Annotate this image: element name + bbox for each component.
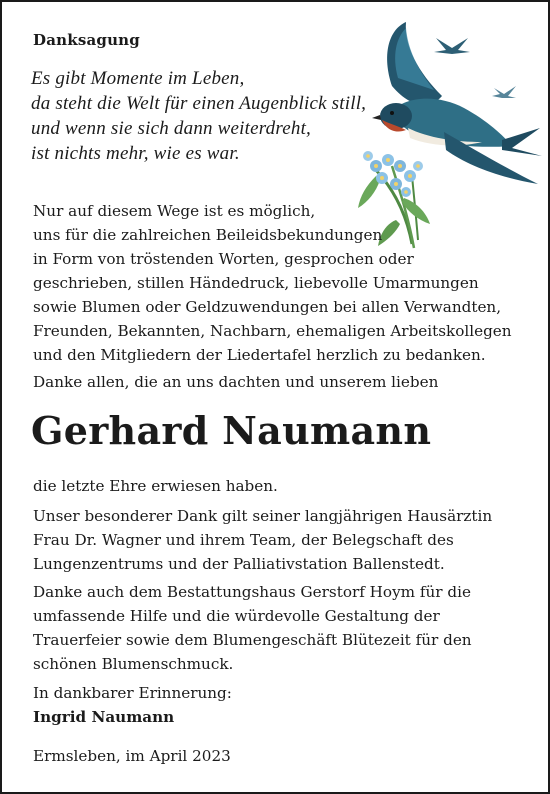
special-thanks-paragraph <box>33 504 492 576</box>
small-swallow-icon <box>434 38 470 54</box>
text-line: Nur auf diesem Wege ist es möglich, <box>33 202 316 220</box>
text-line: schönen Blumenschmuck. <box>33 655 234 673</box>
funeral-thanks-paragraph <box>33 580 472 676</box>
honor-line: die letzte Ehre erwiesen haben. <box>33 477 278 495</box>
text-line: umfassende Hilfe und die würdevolle Gestaltung der <box>33 607 440 625</box>
poem-line: Es gibt Momente im Leben, <box>31 68 245 89</box>
poem-line: ist nichts mehr, wie es war. <box>31 143 240 164</box>
text-line: Frau Dr. Wagner und ihrem Team, der Belegschaft des <box>33 531 454 549</box>
text-line: Unser besonderer Dank gilt seiner langjährigen Hausärztin <box>33 507 493 525</box>
thanks-intro-paragraph <box>33 199 512 367</box>
closing-phrase: In dankbarer Erinnerung: <box>33 684 232 702</box>
poem-line: und wenn sie sich dann weiterdreht, <box>31 118 312 139</box>
notice-heading: Danksagung <box>33 31 140 49</box>
text-line: sowie Blumen oder Geldzuwendungen bei allen Verwandten, <box>33 298 502 316</box>
text-line: und den Mitgliedern der Liedertafel herzlich zu bedanken. <box>33 346 486 364</box>
closing-block <box>33 681 232 729</box>
deceased-name: Gerhard Naumann <box>31 408 432 453</box>
tiny-swallow-icon <box>492 86 516 98</box>
text-line: uns für die zahlreichen Beileidsbekundungen <box>33 226 383 244</box>
text-line: in Form von tröstenden Worten, gesprochen oder <box>33 250 414 268</box>
text-line: Danke auch dem Bestattungshaus Gerstorf Hoym für die <box>33 583 471 601</box>
signer-name: Ingrid Naumann <box>33 708 175 726</box>
text-line: Trauerfeier sowie dem Blumengeschäft Blütezeit für den <box>33 631 472 649</box>
danke-line: Danke allen, die an uns dachten und unserem lieben <box>33 373 439 391</box>
text-line: geschrieben, stillen Händedruck, liebevolle Umarmungen <box>33 274 479 292</box>
text-line: Lungenzentrums und der Palliativstation Ballenstedt. <box>33 555 445 573</box>
poem <box>31 66 366 166</box>
poem-line: da steht die Welt für einen Augenblick still, <box>31 93 367 114</box>
text-line: Freunden, Bekannten, Nachbarn, ehemaligen Arbeitskollegen <box>33 322 512 340</box>
place-date: Ermsleben, im April 2023 <box>33 747 231 765</box>
